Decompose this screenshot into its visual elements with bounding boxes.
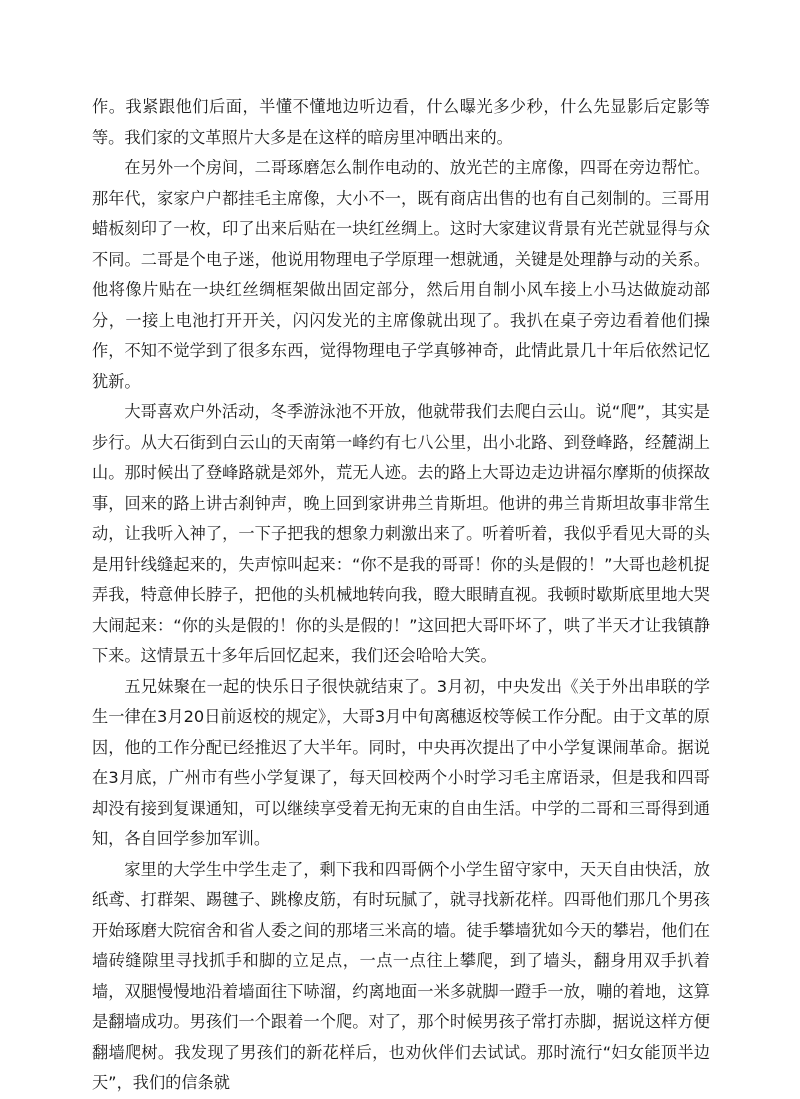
paragraph-chairman-portrait: 在另外一个房间，二哥琢磨怎么制作电动的、放光芒的主席像，四哥在旁边帮忙。那年代，家家户户都挂毛主席像，大小不一，既有商店出售的也有自己刻制的。三哥用蜡板刻印了一枚，印了出来后贴在一块红丝绸上。这时大家建议背景有光芒就显得与众不同。二哥是个电子迷，他说用物理电子学原理一想就通，关键是处理静与动的关系。他将像片贴在一块红丝绸框架做出固定部分，然后用自制小风车接上小马达做旋动部分，一接上电池打开开关，闪闪发光的主席像就出现了。我扒在桌子旁边看着他们操作，不知不觉学到了很多东西，觉得物理电子学真够神奇，此情此景几十年后依然记忆犹新。 bbox=[92, 158, 710, 391]
paragraph-baiyun-mountain: 大哥喜欢户外活动，冬季游泳池不开放，他就带我们去爬白云山。说“爬”，其实是步行。从大石街到白云山的天南第一峰约有七八公里，出小北路、到登峰路，经麓湖上山。那时候出了登峰路就是郊外，荒无人迹。去的路上大哥边走边讲福尔摩斯的侦探故事，回来的路上讲古刹钟声，晚上回到家讲弗兰肯斯坦。他讲的弗兰肯斯坦故事非常生动，让我听入神了，一下子把我的想象力刺激出来了。听着听着，我似乎看见大哥的头是用针线缝起来的，失声惊叫起来：“你不是我的哥哥！你的头是假的！”大哥也趁机捉弄我，特意伸长脖子，把他的头机械地转向我，瞪大眼睛直视。我顿时歇斯底里地大哭大闹起来：“你的头是假的！你的头是假的！”这回把大哥吓坏了，哄了半天才让我镇静下来。这情景五十多年后回忆起来，我们还会哈哈大笑。 bbox=[92, 402, 710, 665]
paragraph-darkroom: 作。我紧跟他们后面，半懂不懂地边听边看，什么曝光多少秒，什么先显影后定影等等。我们家的文革照片大多是在这样的暗房里冲晒出来的。 bbox=[92, 97, 710, 147]
paragraph-siblings-part: 五兄妹聚在一起的快乐日子很快就结束了。3月初，中央发出《关于外出串联的学生一律在3月20日前返校的规定》，大哥3月中旬离穗返校等候工作分配。由于文革的原因，他的工作分配已经推迟了大半年。同时，中央再次提出了中小学复课闹革命。据说在3月底，广州市有些小学复课了，每天回校两个小时学习毛主席语录，但是我和四哥却没有接到复课通知，可以继续享受着无拘无束的自由生活。中学的二哥和三哥得到通知，各自回学参加军训。 bbox=[92, 676, 710, 848]
document-page bbox=[92, 92, 710, 1099]
paragraph-wall-climbing: 家里的大学生中学生走了，剩下我和四哥俩个小学生留守家中，天天自由快活，放纸鸢、打群架、踢毽子、跳橡皮筋，有时玩腻了，就寻找新花样。四哥他们那几个男孩开始琢磨大院宿舍和省人委之间的那堵三米高的墙。徒手攀墙犹如今天的攀岩，他们在墙砖缝隙里寻找抓手和脚的立足点，一点一点往上攀爬，到了墙头，翻身用双手扒着墙，双腿慢慢地沿着墙面往下哧溜，约离地面一米多就脚一蹬手一放，嘣的着地，这算是翻墙成功。男孩们一个跟着一个爬。对了，那个时候男孩子常打赤脚，据说这样方便翻墙爬树。我发现了男孩们的新花样后，也劝伙伴们去试试。那时流行“妇女能顶半边天”，我们的信条就 bbox=[92, 859, 710, 1092]
